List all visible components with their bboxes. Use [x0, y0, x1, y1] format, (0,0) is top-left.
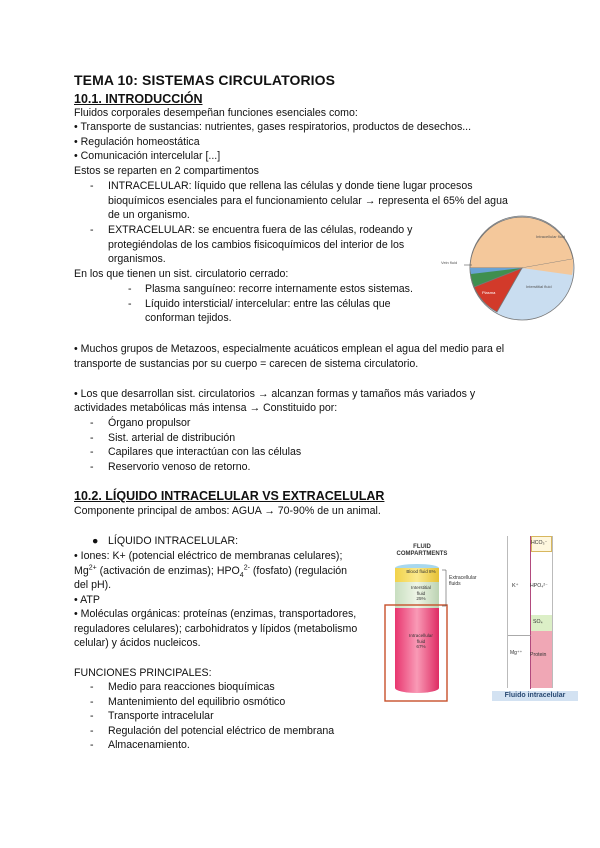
dash-bullet: - [128, 298, 132, 310]
intra-subtitle: LÍQUIDO INTRACELULAR: [108, 535, 239, 547]
atp-line: • ATP [74, 594, 100, 606]
extracelular-line-1: EXTRACELULAR: se encuentra fuera de las células, rodeando y [108, 224, 413, 236]
intro-text: Fluidos corporales desempeñan funciones esenciales como: [74, 107, 358, 119]
dash-bullet: - [90, 446, 94, 458]
tube-intracellular-layer [395, 608, 439, 693]
ion-mg: Mg [74, 565, 89, 577]
section-heading-intro: 10.1. INTRODUCCIÓN [74, 92, 203, 106]
ion-hpo-charge: 2- [243, 564, 250, 572]
ion-protein-block [531, 631, 552, 688]
ion-mg-label: Mg⁺⁺ [510, 650, 523, 656]
extracellular-label [449, 575, 477, 587]
dash-bullet: - [90, 432, 94, 444]
pie-label-plasma: Plasma [482, 290, 496, 295]
intersticial-line-1: Líquido intersticial/ intercelular: entre las células que [145, 298, 391, 310]
ion-mg-charge: 2+ [88, 564, 97, 572]
function-item: Medio para reacciones bioquímicas [108, 681, 275, 693]
plasma-text: Plasma sanguíneo: recorre internamente estos sistemas. [145, 283, 413, 295]
organic-line-2: reguladores celulares); carbohidratos y lípidos (metabolismo [74, 623, 358, 635]
pie-label-intracellular: Intracellular fluid [536, 234, 566, 239]
ions-text-end: (fosfato) (regulación [249, 565, 348, 577]
tube-interstitial-line-2: fluid [416, 590, 426, 596]
ion-chart-caption: Fluido intracelular [492, 691, 578, 701]
organic-line-3: celular) y ácidos nucleicos. [74, 637, 201, 649]
tube-intra-line-2: fluid [416, 638, 426, 644]
tube-interstitial-line-3: 25% [416, 596, 426, 602]
ion-k-label: K⁺ [512, 583, 519, 589]
ions-text: (activación de enzimas); HPO [96, 565, 240, 577]
develop-line-2: actividades metabólicas más intensa → Constituido por: [74, 402, 338, 414]
dash-bullet: - [128, 283, 132, 295]
dash-bullet: - [90, 681, 94, 693]
tube-interstitial-line-1: Interstitial [411, 585, 431, 590]
dash-bullet: - [90, 180, 94, 192]
organic-line-1: • Moléculas orgánicas: proteínas (enzimas, transportadores, [74, 608, 357, 620]
dash-bullet: - [90, 739, 94, 751]
bullet-dot: ● [92, 535, 99, 547]
dash-bullet: - [90, 696, 94, 708]
intracelular-line-3: de un organismo. [108, 209, 190, 221]
dash-bullet: - [90, 710, 94, 722]
pie-label-vein: Vein fluid [441, 260, 458, 265]
extracellular-label-line-2: fluids [449, 581, 461, 587]
develop-line-1: • Los que desarrollan sist. circulatorios → alcanzan formas y tamaños más variados y [74, 388, 476, 400]
page-title: TEMA 10: SISTEMAS CIRCULATORIOS [74, 72, 336, 88]
ion-hco3-label: HCO₃⁻ [531, 540, 548, 546]
component-arterial: Sist. arterial de distribución [108, 432, 236, 444]
body-fluid-pie-chart [460, 212, 578, 324]
compartments-intro: Estos se reparten en 2 compartimentos [74, 165, 259, 177]
section-heading-fluids: 10.2. LÍQUIDO INTRACELULAR VS EXTRACELULAR [74, 489, 385, 503]
bullet-transport: • Transporte de sustancias: nutrientes, gases respiratorios, productos de desechos... [74, 121, 472, 133]
component-capilares: Capilares que interactúan con las células [108, 446, 302, 458]
component-propulsor: Órgano propulsor [108, 417, 191, 429]
dash-bullet: - [90, 461, 94, 473]
ion-hpo4-label: HPO₄²⁻ [530, 583, 548, 589]
tube-blood-label: Blood fluid 8% [406, 569, 436, 574]
dash-bullet: - [90, 725, 94, 737]
ion-protein-label: Protein [530, 652, 547, 658]
dash-bullet: - [90, 417, 94, 429]
tube-title [386, 544, 458, 558]
metazoos-line-2: transporte de sustancias por su cuerpo = carecen de sistema circulatorio. [74, 358, 419, 370]
tube-title-line-2: COMPARTMENTS [396, 551, 448, 557]
closed-system-intro: En los que tienen un sist. circulatorio cerrado: [74, 268, 289, 280]
intracelular-line-1: INTRACELULAR: líquido que rellena las células y donde tiene lugar procesos [108, 180, 473, 192]
ion-so4-label: SO₄ [533, 619, 543, 625]
tube-intra-line-3: 67% [416, 644, 426, 650]
function-item: Regulación del potencial eléctrico de membrana [108, 725, 335, 737]
dash-bullet: - [90, 224, 94, 236]
ion-composition-chart [507, 536, 553, 688]
bullet-regulation: • Regulación homeostática [74, 136, 200, 148]
ion-mg-column [508, 635, 531, 689]
pie-slice-intracellular [470, 217, 573, 268]
tube-title-line-1: FLUID [413, 544, 431, 550]
ion-hpo-sub: 4 [239, 572, 244, 580]
main-component-text: Componente principal de ambos: AGUA → 70-90% de un animal. [74, 505, 381, 517]
component-venoso: Reservorio venoso de retorno. [108, 461, 251, 473]
extracelular-line-3: organismos. [108, 253, 166, 265]
tube-interstitial-label [396, 585, 446, 602]
extracellular-label-line-1: Extracellular [449, 575, 477, 581]
bullet-communication: • Comunicación intercelular [...] [74, 150, 221, 162]
intersticial-line-2: conforman tejidos. [145, 312, 232, 324]
extracelular-line-2: protegiéndolas de los cambios fisicoquímicos del interior de los [108, 239, 405, 251]
function-item: Transporte intracelular [108, 710, 214, 722]
metazoos-line-1: • Muchos grupos de Metazoos, especialmente acuáticos emplean el agua del medio para el [74, 343, 505, 355]
ions-line-3: del pH). [74, 579, 112, 591]
function-item: Mantenimiento del equilibrio osmótico [108, 696, 286, 708]
intracelular-line-2: bioquímicos esenciales para el funcionamiento celular → representa el 65% del agua [108, 195, 508, 207]
function-item: Almacenamiento. [108, 739, 190, 751]
tube-intracellular-label [396, 633, 446, 650]
tube-intra-line-1: Intracellular [409, 633, 433, 638]
ions-line-1: • Iones: K+ (potencial eléctrico de membranas celulares); [74, 550, 343, 562]
pie-label-interstitial: Interstitial fluid [526, 284, 552, 289]
functions-title: FUNCIONES PRINCIPALES: [74, 667, 212, 679]
ions-line-2 [74, 564, 347, 579]
